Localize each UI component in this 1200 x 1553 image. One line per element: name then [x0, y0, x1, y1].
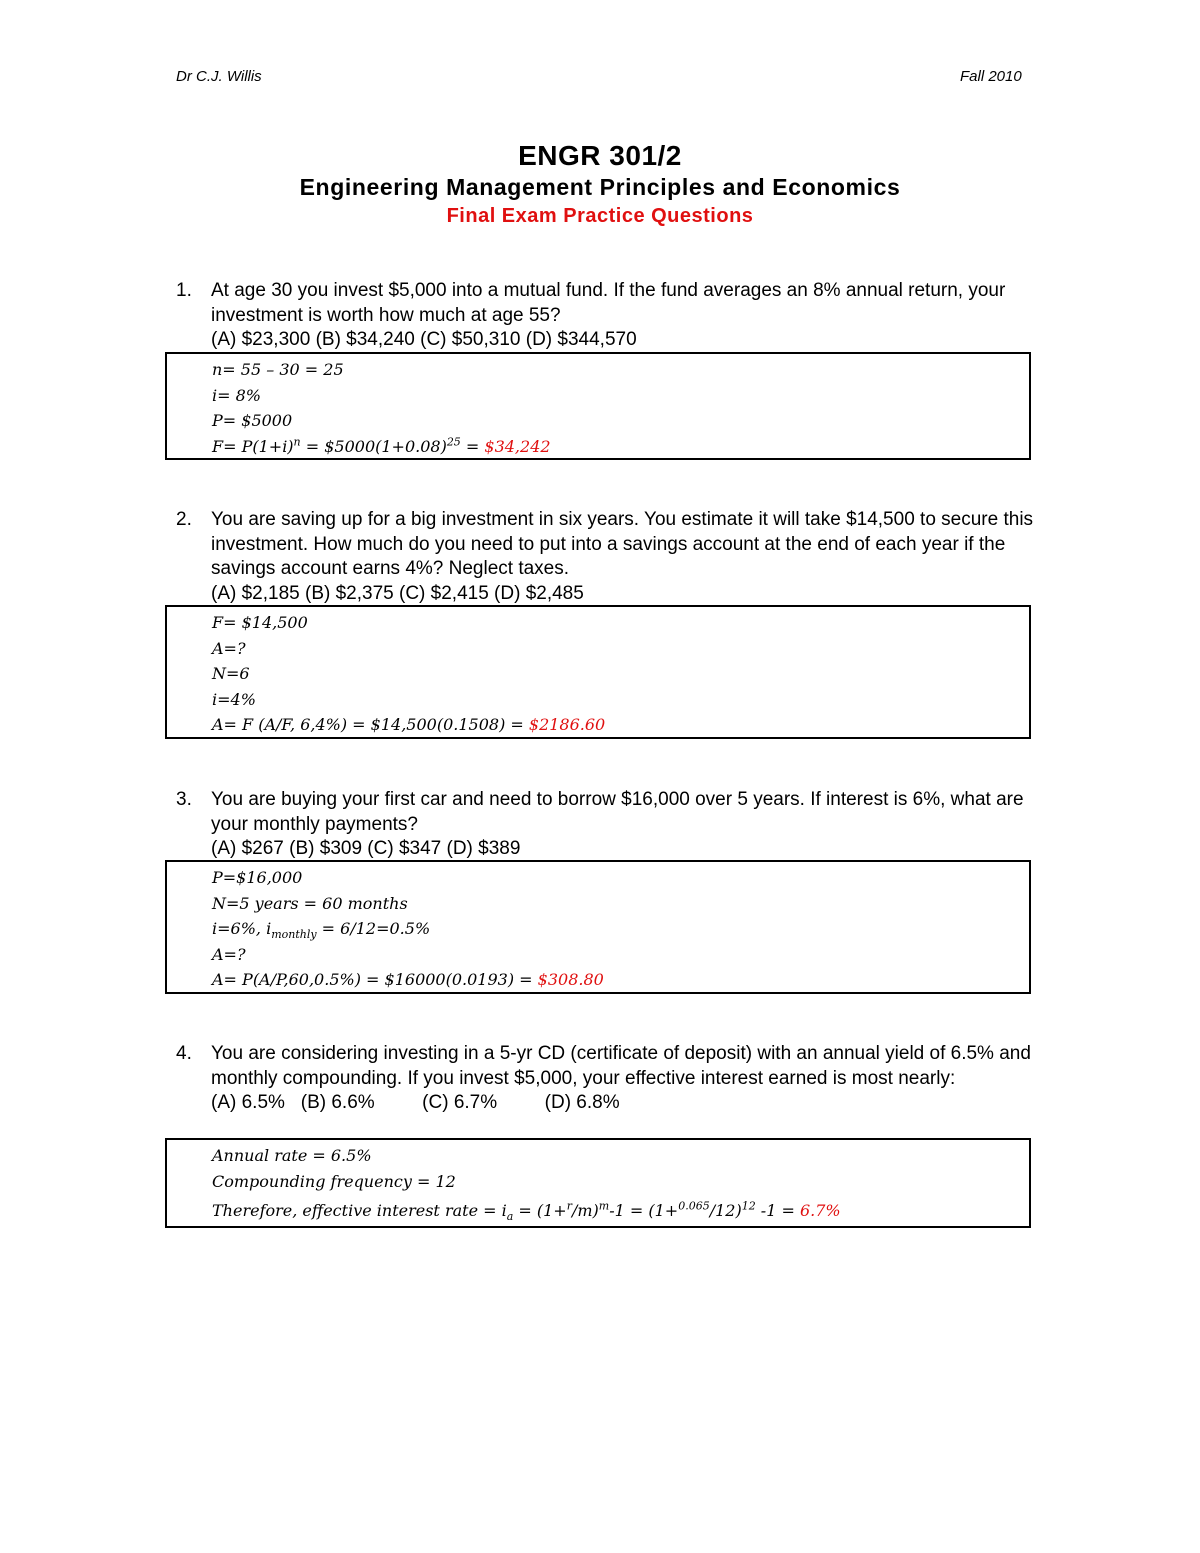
- solution-line: Compounding frequency = 12: [212, 1171, 456, 1191]
- solution-line: A=?: [212, 638, 246, 658]
- solution-line: A=?: [212, 944, 246, 964]
- header-term: Fall 2010: [960, 68, 1022, 85]
- solution-line: $F= P(1+i)^n$ = $\$5000(1+0.08)^{25}$ = $34,242: [212, 435, 551, 456]
- question-3: [176, 788, 1046, 862]
- document-subtitle: Final Exam Practice Questions: [446, 205, 754, 227]
- solution-line: F= $14,500: [212, 613, 308, 632]
- course-name: Engineering Management Principles and Economics: [299, 174, 901, 200]
- question-text: You are buying your first car and need to borrow $16,000 over 5 years. If interest is 6%, what are your monthly payments?: [211, 789, 1024, 835]
- solution-box-4: [165, 1138, 1031, 1228]
- solution-answer: 6.7%: [799, 1201, 841, 1220]
- course-code: ENGR 301/2: [518, 140, 682, 171]
- solution-box-1: [165, 352, 1031, 460]
- question-text: At age 30 you invest $5,000 into a mutual fund. If the fund averages an 8% annual return, your investment is worth how much at age 55?: [211, 280, 1006, 326]
- question-number: 2.: [176, 509, 192, 530]
- solution-line: n= 55 – 30 = 25: [212, 360, 344, 379]
- solution-line: N=5 years = 60 months: [212, 893, 408, 913]
- question-number: 1.: [176, 280, 192, 301]
- solution-box-2: [165, 605, 1031, 739]
- question-1: [176, 279, 1046, 353]
- solution-line: i= 8%: [212, 385, 261, 405]
- solution-answer: $2186.60: [528, 715, 606, 734]
- header-author: Dr C.J. Willis: [176, 68, 262, 85]
- title-block: [0, 140, 1200, 230]
- solution-answer: $308.80: [537, 970, 604, 989]
- solution-line: P=$16,000: [212, 868, 303, 887]
- solution-line: i=4%: [212, 689, 256, 709]
- solution-line: A= F (A/F, 6,4%) = $14,500(0.1508) = $2186.60: [212, 715, 606, 734]
- question-text: You are saving up for a big investment in six years. You estimate it will take $14,500 to secure this investment. How much do you need to put into a savings account at the end of each year if the savings account earns 4%? Neglect taxes.: [211, 509, 1034, 579]
- question-2: [176, 508, 1046, 606]
- solution-line: N=6: [212, 664, 250, 683]
- question-number: 3.: [176, 789, 192, 810]
- question-number: 4.: [176, 1043, 192, 1064]
- question-options: (A) 6.5% (B) 6.6% (C) 6.7% (D) 6.8%: [211, 1092, 620, 1113]
- solution-line: Annual rate = 6.5%: [212, 1146, 372, 1165]
- solution-line: A= P(A/P,60,0.5%) = $16000(0.0193) = $308.80: [212, 970, 604, 989]
- question-options: (A) $23,300 (B) $34,240 (C) $50,310 (D) $344,570: [211, 329, 637, 350]
- question-4: [176, 1042, 1046, 1116]
- question-text: You are considering investing in a 5-yr CD (certificate of deposit) with an annual yield of 6.5% and monthly compounding. If you invest $5,000, your effective interest earned is most nearly:: [211, 1043, 1031, 1089]
- solution-line: Therefore, effective interest rate = $i_a = (1+^r/m)^m-1 = (1+^{0.065}/12)^{12}$ -1 = 6.7%: [212, 1199, 841, 1224]
- question-options: (A) $2,185 (B) $2,375 (C) $2,415 (D) $2,485: [211, 582, 584, 604]
- solution-line: i=6%, $i_{monthly} = 6/12=0.5\%$: [212, 919, 431, 942]
- solution-line: P= $5000: [212, 411, 293, 430]
- solution-box-3: [165, 860, 1031, 994]
- question-options: (A) $267 (B) $309 (C) $347 (D) $389: [211, 838, 521, 859]
- solution-answer: $34,242: [484, 436, 551, 456]
